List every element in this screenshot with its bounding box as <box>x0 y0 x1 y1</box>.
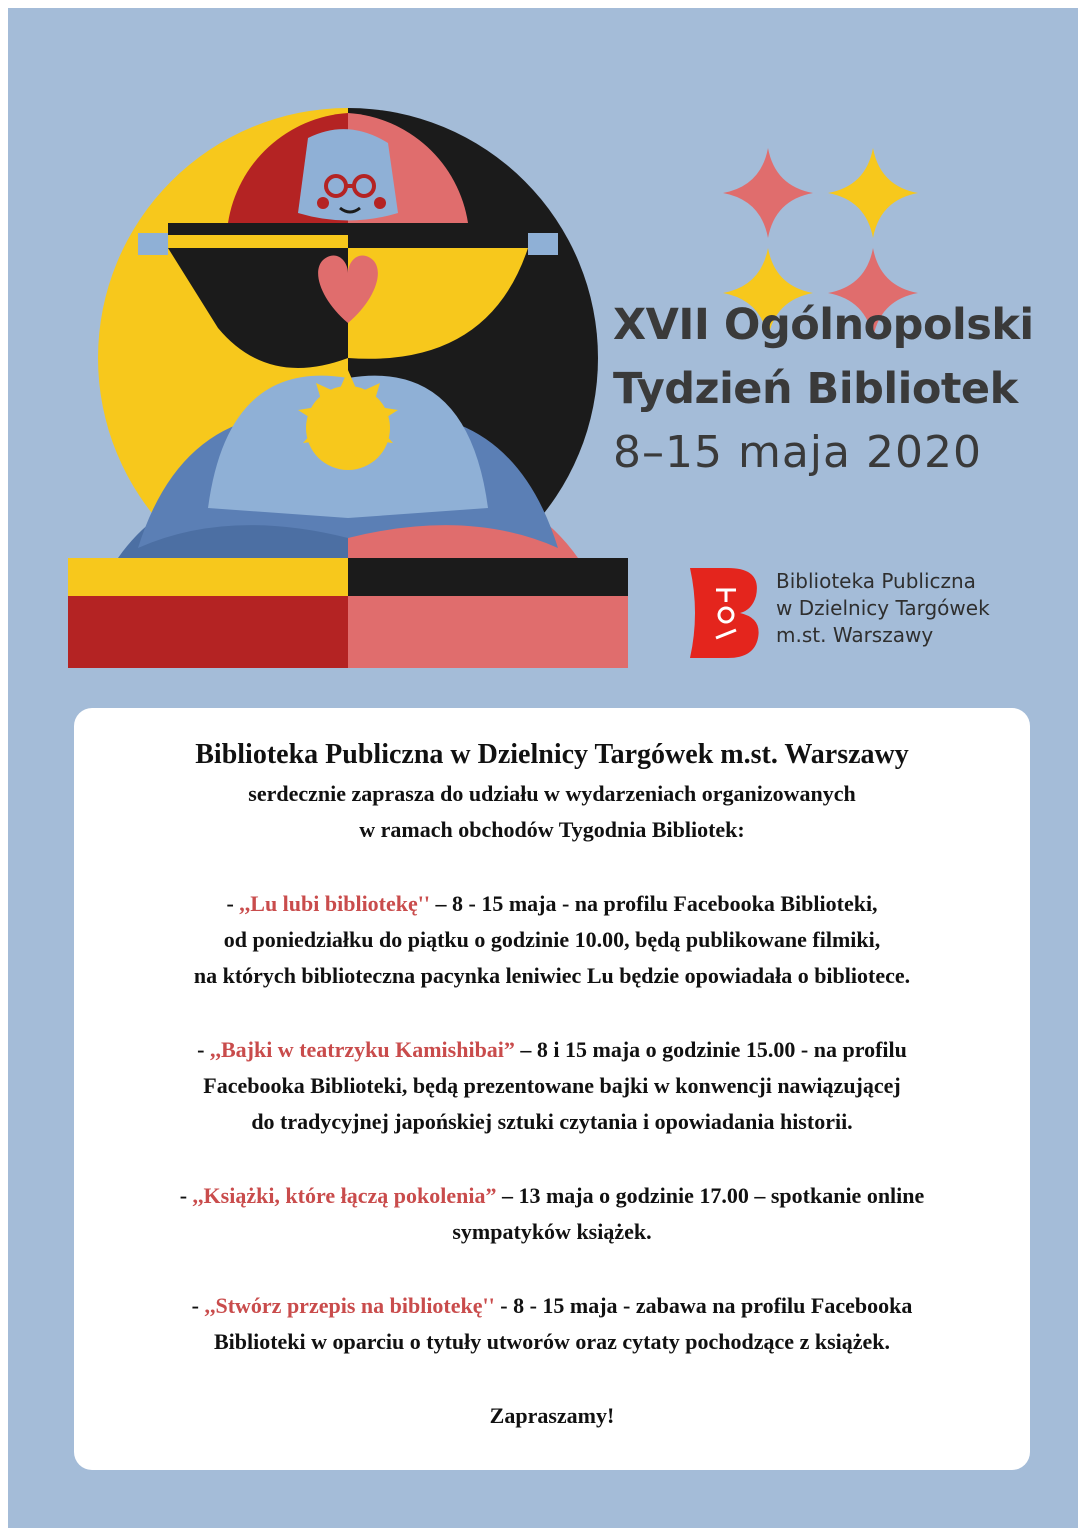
event-1-line-2: na których biblioteczna pacynka leniwiec Lu będzie opowiadała o bibliotece. <box>193 963 911 988</box>
headline-line-2: Tydzień Bibliotek <box>613 364 1018 414</box>
event-1-details: – 8 - 15 maja - na profilu Facebooka Biblioteki, <box>430 891 878 916</box>
headline-dates: 8–15 maja 2020 <box>613 427 982 478</box>
event-1-line-1: od poniedziałku do piątku o godzinie 10.00, będą publikowane filmiki, <box>223 927 881 952</box>
closing-text: Zapraszamy! <box>489 1403 615 1428</box>
intro-line-1: serdecznie zaprasza do udziału w wydarzeniach organizowanych <box>248 781 856 806</box>
event-1-heading <box>94 886 1010 922</box>
event-4-dash: - <box>191 1293 205 1318</box>
event-2-name: ,,Bajki w teatrzyku Kamishibai” <box>209 1037 515 1062</box>
event-4-details: - 8 - 15 maja - zabawa na profilu Facebooka <box>494 1293 913 1318</box>
event-2-line-2: do tradycyjnej japońskiej sztuki czytania i opowiadania historii. <box>251 1109 853 1134</box>
announcement-content <box>94 736 1010 1434</box>
event-2-line-1: Facebooka Biblioteki, będą prezentowane bajki w konwencji nawiązującej <box>203 1073 901 1098</box>
library-name-line-3: m.st. Warszawy <box>776 623 934 647</box>
intro-line-2: w ramach obchodów Tygodnia Bibliotek: <box>359 817 745 842</box>
event-headline <box>613 293 1034 485</box>
event-3-details: – 13 maja o godzinie 17.00 – spotkanie online <box>496 1183 925 1208</box>
library-logo-icon <box>690 568 762 658</box>
announcement-card <box>74 708 1030 1470</box>
library-name <box>776 568 990 649</box>
event-2-dash: - <box>197 1037 210 1062</box>
event-1-dash: - <box>226 891 240 916</box>
event-3-name: ,,Książki, które łączą pokolenia” <box>192 1183 497 1208</box>
event-1-name: ,,Lu lubi bibliotekę'' <box>239 891 430 916</box>
announcement-title: Biblioteka Publiczna w Dzielnicy Targówek m.st. Warszawy <box>195 739 909 770</box>
event-3-dash: - <box>179 1183 193 1208</box>
library-week-illustration <box>68 88 628 668</box>
headline-line-1: XVII Ogólnopolski <box>613 300 1034 350</box>
library-name-line-1: Biblioteka Publiczna <box>776 569 976 593</box>
event-2-heading <box>94 1032 1010 1068</box>
event-3-line-1: sympatyków książek. <box>452 1219 652 1244</box>
poster <box>8 8 1078 1528</box>
event-4-line-1: Biblioteki w oparciu o tytuły utworów oraz cytaty pochodzące z książek. <box>213 1329 891 1354</box>
library-name-line-2: w Dzielnicy Targówek <box>776 596 990 620</box>
event-3-heading <box>94 1178 1010 1214</box>
event-2-details: – 8 i 15 maja o godzinie 15.00 - na profilu <box>514 1037 907 1062</box>
event-4-heading <box>94 1288 1010 1324</box>
event-4-name: ,,Stwórz przepis na bibliotekę'' <box>204 1293 495 1318</box>
